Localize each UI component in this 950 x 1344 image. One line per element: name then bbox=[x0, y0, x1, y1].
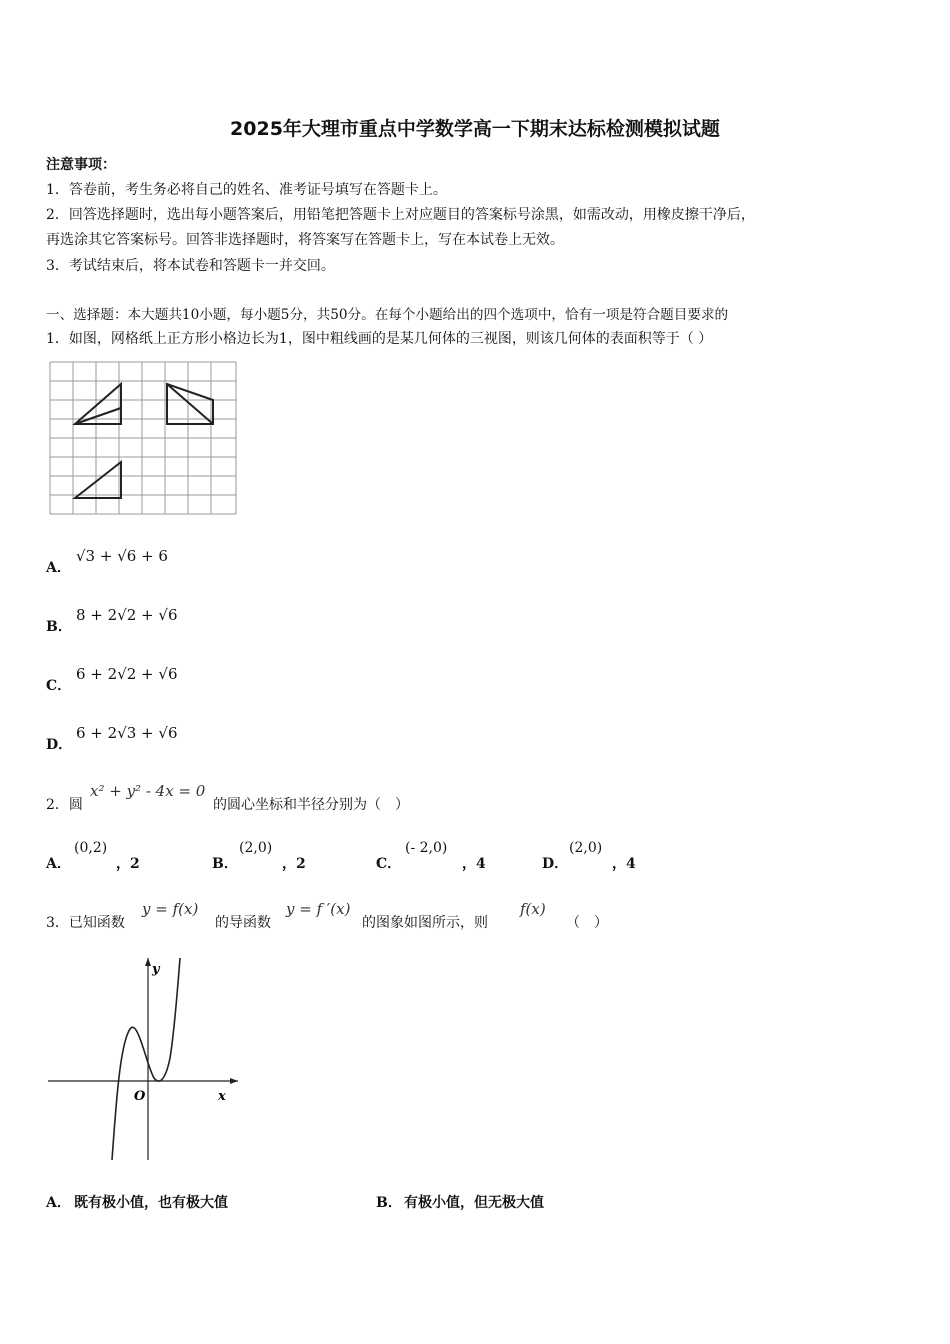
q3-option-a-text: 既有极小值，也有极大值 bbox=[74, 1195, 228, 1211]
q2-option-b-point: (2,0) bbox=[239, 840, 273, 856]
page-title: 2025年大理市重点中学数学高一下期末达标检测模拟试题 bbox=[230, 118, 720, 140]
q2-option-c-point: (- 2,0) bbox=[405, 840, 448, 856]
q2-option-a-point: (0,2) bbox=[74, 840, 108, 856]
q3-mid-text-2: 的图象如图所示，则 bbox=[362, 915, 488, 931]
q2-option-d-label: D． bbox=[542, 856, 569, 872]
q1-option-d-expr: 6 + 2√3 + √6 bbox=[76, 724, 178, 742]
q2-option-a-radius: ，2 bbox=[116, 856, 140, 872]
notice-item-3: 3．考试结束后，将本试卷和答题卡一并交回。 bbox=[46, 258, 335, 274]
q2-option-c-label: C． bbox=[376, 856, 402, 872]
q1-option-d-label: D． bbox=[46, 737, 73, 753]
q3-mid-text: 的导函数 bbox=[215, 915, 271, 931]
derivative-graph bbox=[44, 954, 250, 1166]
q2-option-d-point: (2,0) bbox=[569, 840, 603, 856]
question-1-stem: 1．如图，网格纸上正方形小格边长为1，图中粗线画的是某几何体的三视图，则该几何体的表面积等于（ ） bbox=[46, 331, 713, 347]
q3-function: y = f(x) bbox=[142, 900, 199, 918]
notice-item-2-cont: 再选涂其它答案标号。回答非选择题时，将答案写在答题卡上，写在本试卷上无效。 bbox=[46, 232, 564, 248]
q1-option-b-expr: 8 + 2√2 + √6 bbox=[76, 606, 178, 624]
q1-option-a-expr: √3 + √6 + 6 bbox=[76, 547, 168, 565]
notice-item-2: 2．回答选择题时，选出每小题答案后，用铅笔把答题卡上对应题目的答案标号涂黑，如需改动，用橡皮擦干净后， bbox=[46, 207, 755, 223]
notice-heading: 注意事项： bbox=[46, 157, 116, 173]
three-view-grid-figure bbox=[47, 360, 239, 516]
q2-suffix: 的圆心坐标和半径分别为（ ） bbox=[213, 797, 409, 813]
q2-option-a-label: A． bbox=[46, 856, 71, 872]
q2-option-d-radius: ，4 bbox=[612, 856, 636, 872]
q2-option-b-label: B． bbox=[212, 856, 238, 872]
q3-option-b-label: B． bbox=[376, 1195, 402, 1211]
q3-end-paren: （ ） bbox=[566, 915, 608, 931]
y-axis-label: y bbox=[152, 962, 160, 977]
q1-option-a-label: A． bbox=[46, 560, 71, 576]
notice-item-1: 1．答卷前，考生务必将自己的姓名、准考证号填写在答题卡上。 bbox=[46, 182, 447, 198]
q3-target-function: f(x) bbox=[520, 900, 546, 918]
x-axis-label: x bbox=[218, 1089, 226, 1104]
origin-label: O bbox=[134, 1089, 146, 1104]
x-axis-arrow-icon bbox=[230, 1078, 238, 1084]
q3-number: 3．已知函数 bbox=[46, 915, 125, 931]
q3-option-b-text: 有极小值，但无极大值 bbox=[404, 1195, 544, 1211]
section-heading: 一、选择题：本大题共10小题，每小题5分，共50分。在每个小题给出的四个选项中，恰有一项是符合题目要求的 bbox=[46, 307, 729, 323]
q3-derivative: y = f ′(x) bbox=[286, 900, 351, 918]
q1-option-c-label: C． bbox=[46, 678, 72, 694]
q1-option-c-expr: 6 + 2√2 + √6 bbox=[76, 665, 178, 683]
y-axis-arrow-icon bbox=[145, 958, 151, 966]
q2-option-c-radius: ，4 bbox=[462, 856, 486, 872]
q2-number: 2．圆 bbox=[46, 797, 83, 813]
q1-option-b-label: B． bbox=[46, 619, 72, 635]
derivative-curve bbox=[112, 958, 180, 1160]
q3-option-a-label: A． bbox=[46, 1195, 71, 1211]
q2-equation: x² + y² - 4x = 0 bbox=[90, 782, 206, 800]
q2-option-b-radius: ，2 bbox=[282, 856, 306, 872]
